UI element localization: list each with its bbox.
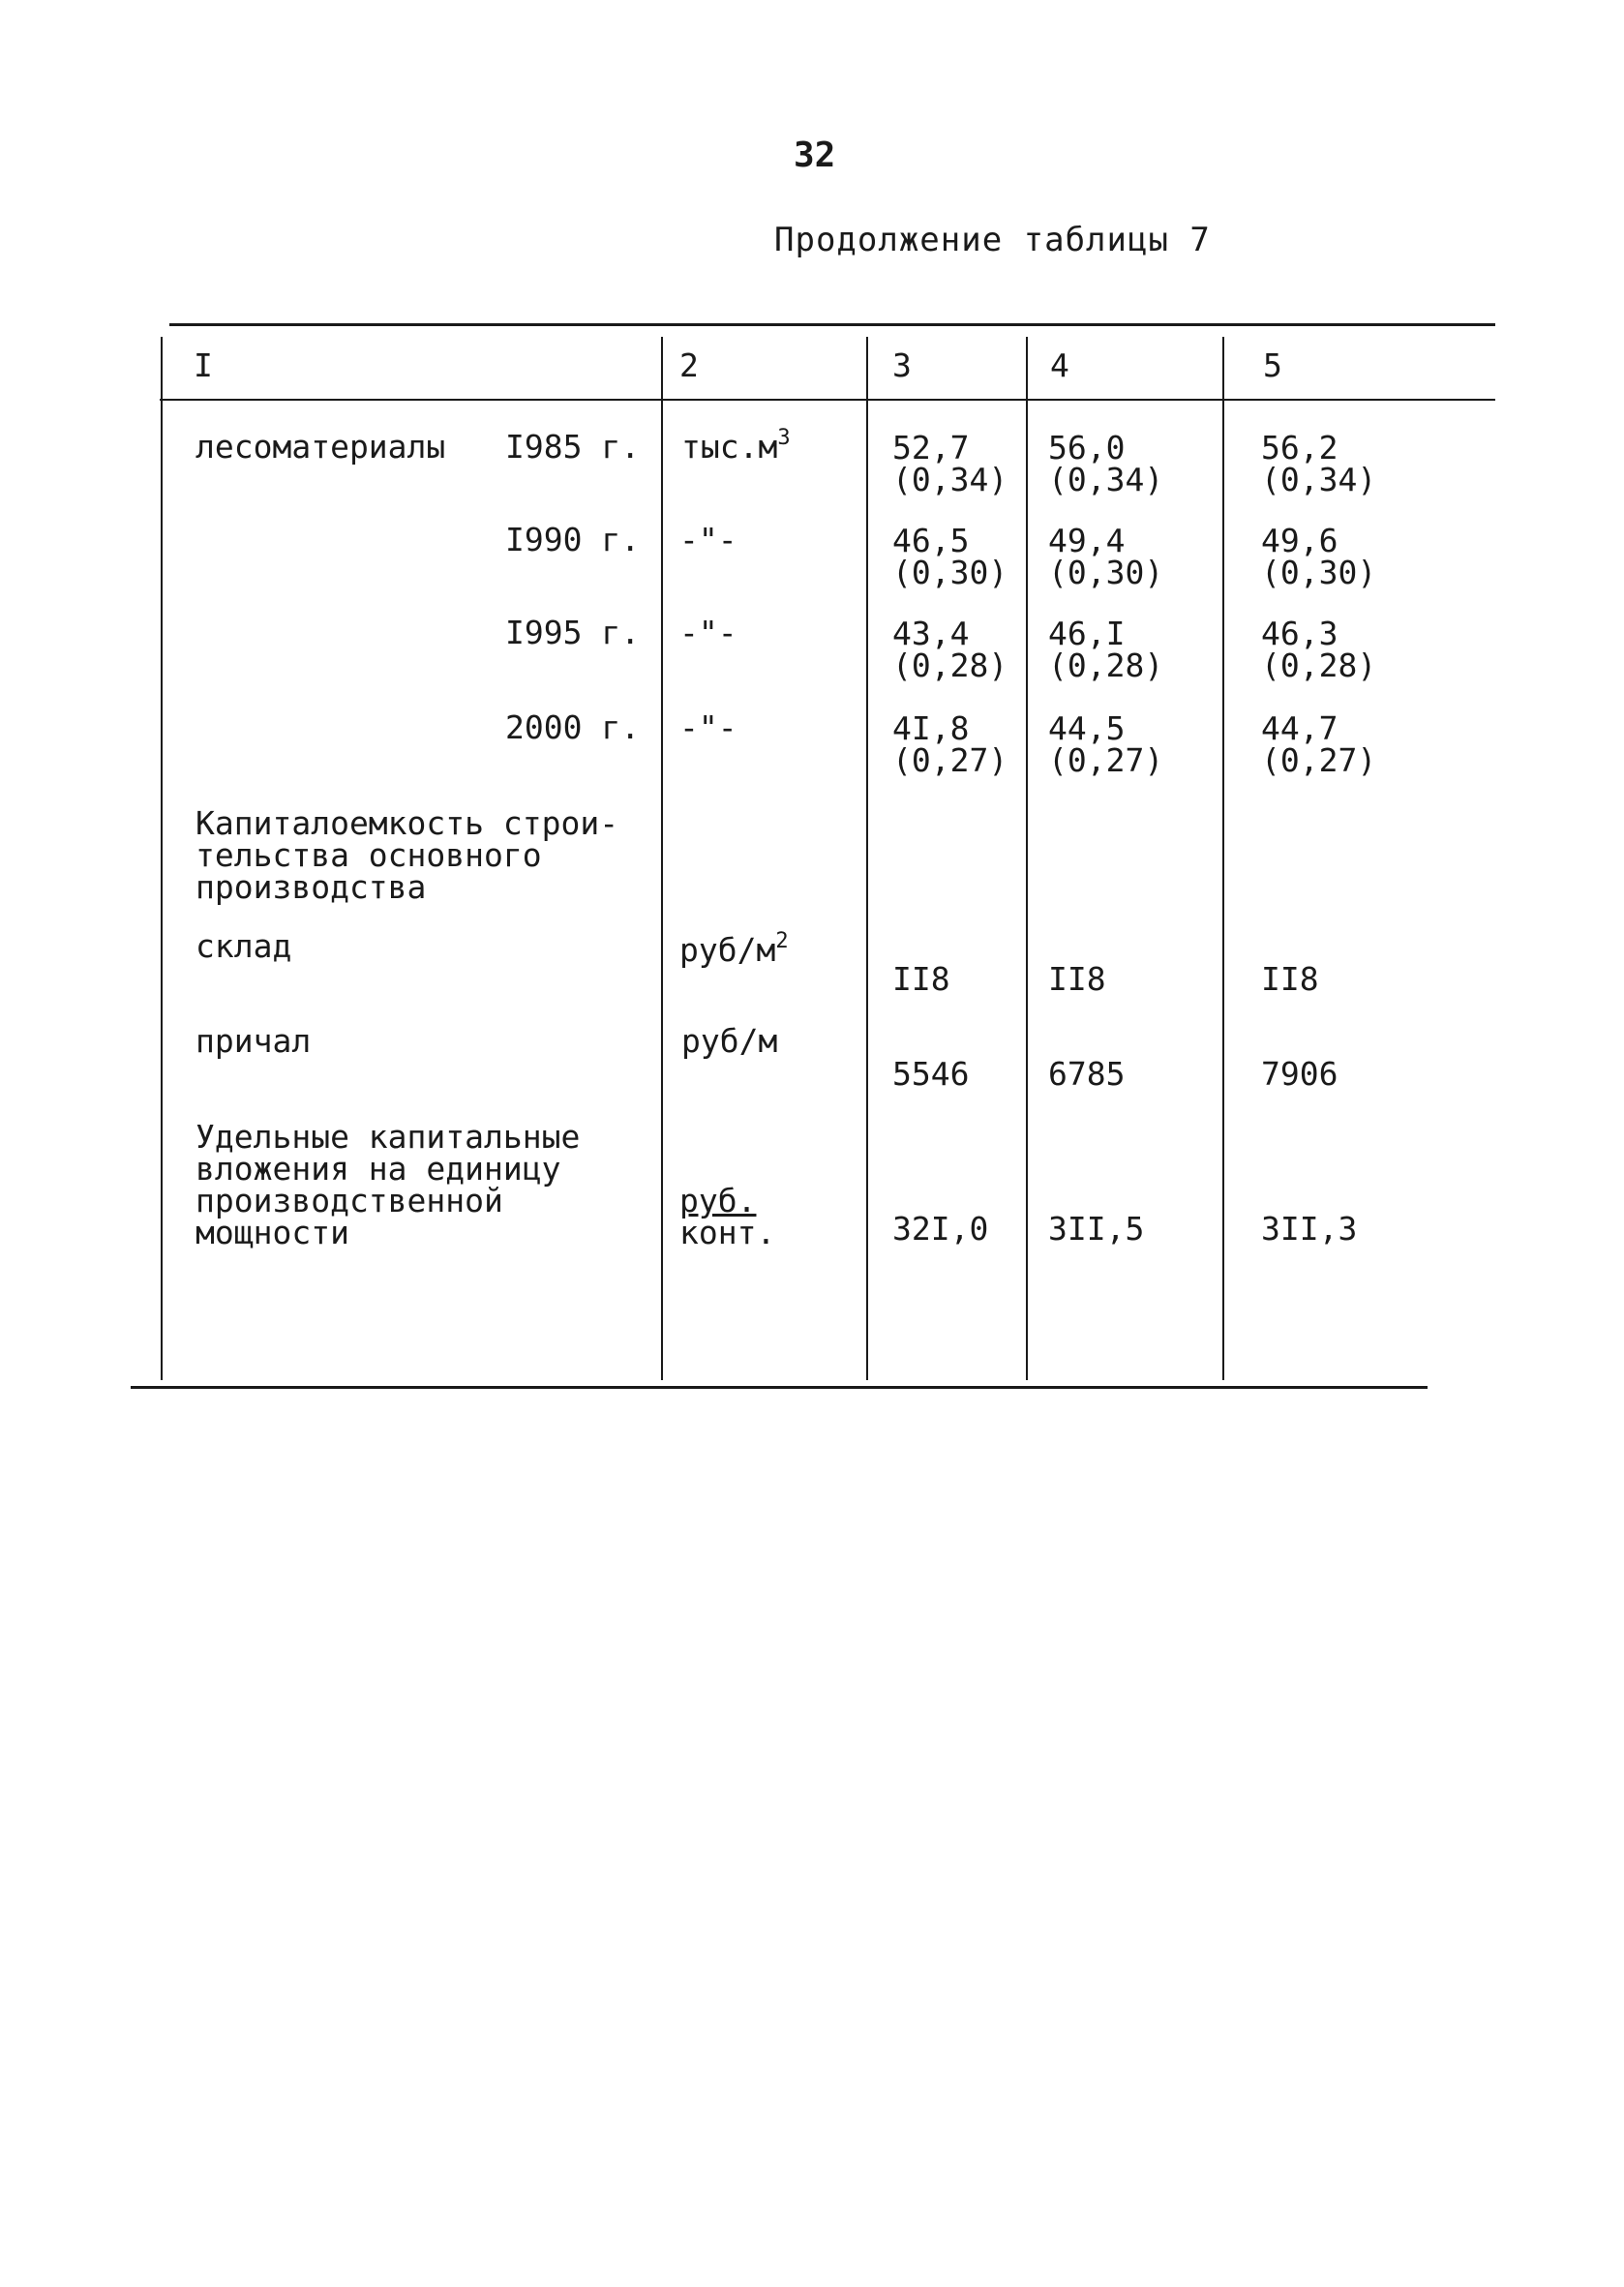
berth-col3: 5546 — [892, 1055, 970, 1093]
header-cell-5: 5 — [1263, 346, 1282, 384]
header-cell-1: I — [194, 346, 213, 384]
header-cell-2: 2 — [679, 346, 699, 384]
lumber-1995-col3: 43,4 (0,28) — [892, 615, 1008, 684]
berth-col5: 7906 — [1261, 1055, 1338, 1093]
table-top-rule — [169, 323, 1495, 326]
lumber-2000-col4: 44,5 (0,27) — [1048, 709, 1164, 779]
lumber-unit-ditto: -"- — [679, 614, 737, 651]
berth-label: причал — [195, 1022, 312, 1060]
berth-unit: руб/м — [681, 1022, 778, 1060]
column-rule-3-4 — [1026, 337, 1028, 1380]
lumber-1995-col4: 46,I (0,28) — [1048, 615, 1164, 684]
warehouse-col4: II8 — [1048, 960, 1106, 998]
lumber-unit-ditto: -"- — [679, 521, 737, 558]
warehouse-unit: руб/$м^2$ — [679, 929, 789, 969]
warehouse-label: склад — [195, 927, 292, 965]
warehouse-col3: II8 — [892, 960, 950, 998]
lumber-year-1985: I985 г. — [505, 428, 641, 466]
specific-investment-unit: руб. конт. — [679, 1182, 776, 1251]
warehouse-col5: II8 — [1261, 960, 1319, 998]
capital-intensity-label: Капиталоемкость строи- тельства основного производства — [195, 804, 619, 906]
specific-investment-col3: 32I,0 — [892, 1210, 989, 1248]
lumber-1990-col4: 49,4 (0,30) — [1048, 522, 1164, 591]
berth-col4: 6785 — [1048, 1055, 1126, 1093]
lumber-unit-ditto: -"- — [679, 708, 737, 746]
lumber-unit: $тыс.м^3$ — [681, 426, 791, 466]
page-number: 32 — [794, 135, 836, 175]
lumber-2000-col5: 44,7 (0,27) — [1261, 709, 1377, 779]
table-bottom-rule — [131, 1386, 1428, 1389]
lumber-1985-col3: 52,7 (0,34) — [892, 429, 1008, 498]
specific-investment-col5: 3II,3 — [1261, 1210, 1358, 1248]
column-rule-1-2 — [661, 337, 663, 1380]
lumber-1985-col4: 56,0 (0,34) — [1048, 429, 1164, 498]
lumber-1995-col5: 46,3 (0,28) — [1261, 615, 1377, 684]
lumber-1985-col5: 56,2 (0,34) — [1261, 429, 1377, 498]
column-rule-left — [161, 337, 163, 1380]
lumber-label: лесоматериалы — [195, 428, 446, 466]
lumber-2000-col3: 4I,8 (0,27) — [892, 709, 1008, 779]
table-caption: Продолжение таблицы 7 — [774, 221, 1211, 259]
lumber-year-2000: 2000 г. — [505, 708, 641, 746]
column-rule-4-5 — [1222, 337, 1224, 1380]
lumber-year-1990: I990 г. — [505, 521, 641, 558]
specific-investment-label: Удельные капитальные вложения на единицу производственной мощности — [195, 1118, 581, 1251]
column-rule-2-3 — [866, 337, 868, 1380]
specific-investment-col4: 3II,5 — [1048, 1210, 1145, 1248]
lumber-1990-col5: 49,6 (0,30) — [1261, 522, 1377, 591]
lumber-1990-col3: 46,5 (0,30) — [892, 522, 1008, 591]
header-cell-4: 4 — [1050, 346, 1069, 384]
header-bottom-rule — [160, 399, 1495, 401]
lumber-year-1995: I995 г. — [505, 614, 641, 651]
header-cell-3: 3 — [892, 346, 912, 384]
